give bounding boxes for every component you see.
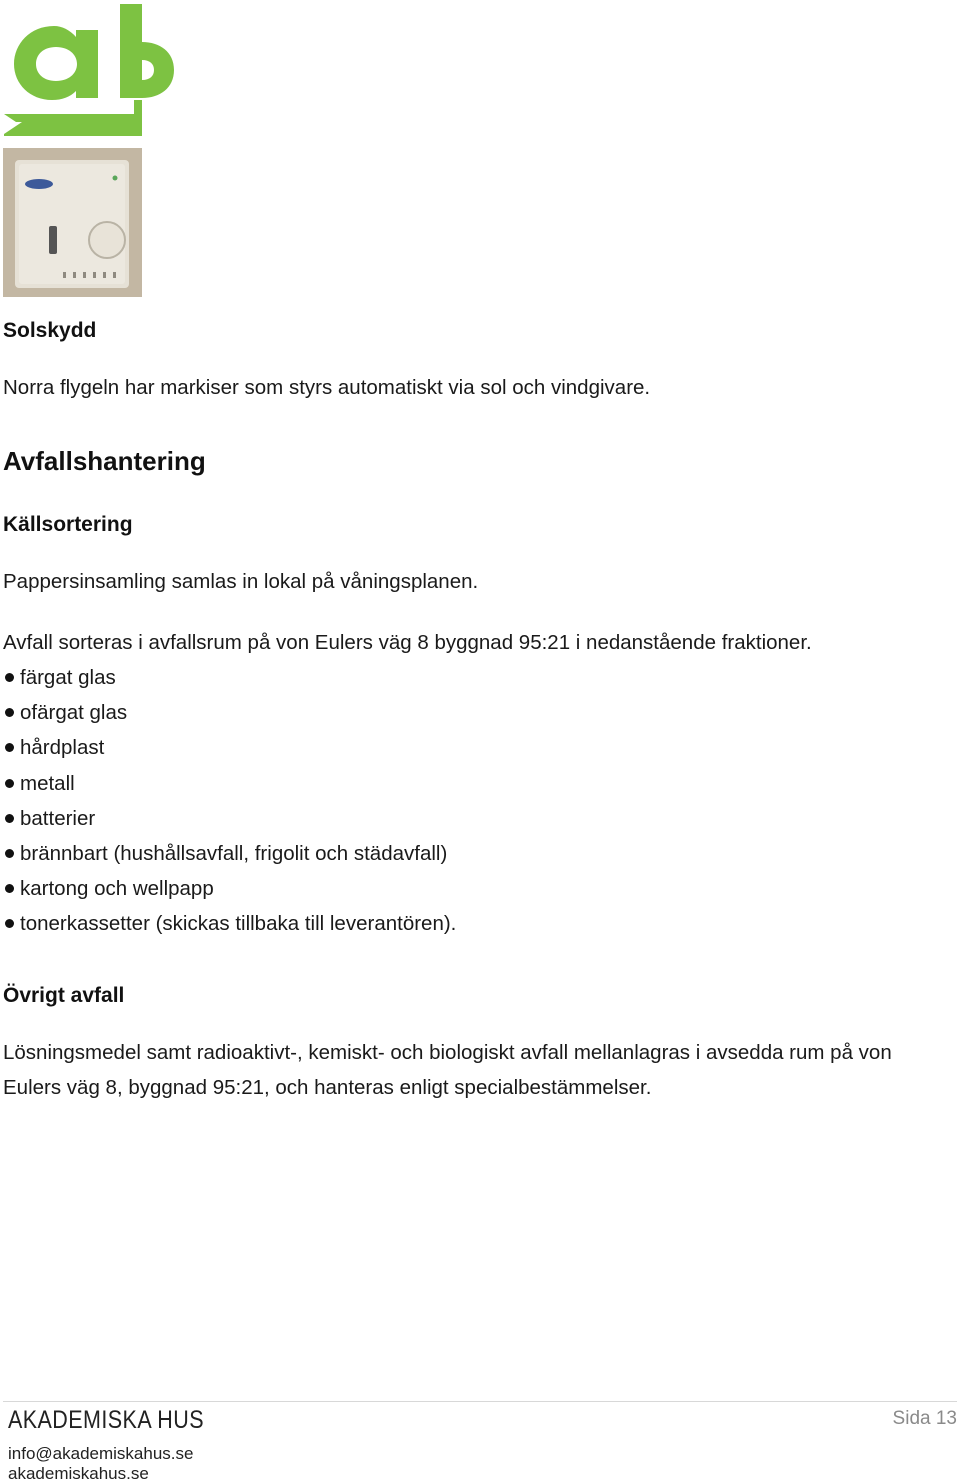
footer-email[interactable]: info@akademiskahus.se — [8, 1444, 194, 1463]
bullet-icon — [5, 673, 14, 682]
bullet-icon — [5, 884, 14, 893]
list-item: ofärgat glas — [3, 695, 456, 730]
pappersinsamling-text: Pappersinsamling samlas in lokal på våningsplanen. — [3, 570, 479, 593]
list-item: färgat glas — [3, 660, 456, 695]
ovrigt-avfall-text-line1: Lösningsmedel samt radioaktivt-, kemiskt- och biologiskt avfall mellanlagras i avsedda rum på von — [3, 1041, 892, 1064]
ovrigt-avfall-heading: Övrigt avfall — [3, 984, 125, 1007]
bullet-icon — [5, 919, 14, 928]
avfallshantering-heading: Avfallshantering — [3, 446, 206, 476]
list-item: metall — [3, 766, 456, 801]
avfall-sortering-text: Avfall sorteras i avfallsrum på von Eulers väg 8 byggnad 95:21 i nedanstående fraktioner. — [3, 631, 812, 654]
bullet-icon — [5, 849, 14, 858]
footer-website[interactable]: akademiskahus.se — [8, 1464, 149, 1483]
page-number: Sida 13 — [892, 1408, 957, 1429]
list-item: hårdplast — [3, 730, 456, 765]
list-item: batterier — [3, 801, 456, 836]
list-item: tonerkassetter (skickas tillbaka till leverantören). — [3, 906, 456, 941]
thermostat-photo — [3, 148, 142, 297]
ovrigt-avfall-text-line2: Eulers väg 8, byggnad 95:21, och hanteras enligt specialbestämmelser. — [3, 1076, 652, 1099]
footer-brand: AKADEMISKA HUS — [8, 1406, 204, 1434]
bullet-icon — [5, 708, 14, 717]
kallsortering-heading: Källsortering — [3, 513, 133, 536]
bullet-icon — [5, 743, 14, 752]
solskydd-heading: Solskydd — [3, 319, 97, 342]
akademiska-hus-logo-icon — [2, 2, 174, 136]
bullet-icon — [5, 814, 14, 823]
solskydd-text: Norra flygeln har markiser som styrs automatiskt via sol och vindgivare. — [3, 376, 651, 399]
list-item: kartong och wellpapp — [3, 871, 456, 906]
fraction-list — [3, 660, 456, 942]
bullet-icon — [5, 779, 14, 788]
footer-divider — [3, 1401, 957, 1402]
list-item: brännbart (hushållsavfall, frigolit och städavfall) — [3, 836, 456, 871]
